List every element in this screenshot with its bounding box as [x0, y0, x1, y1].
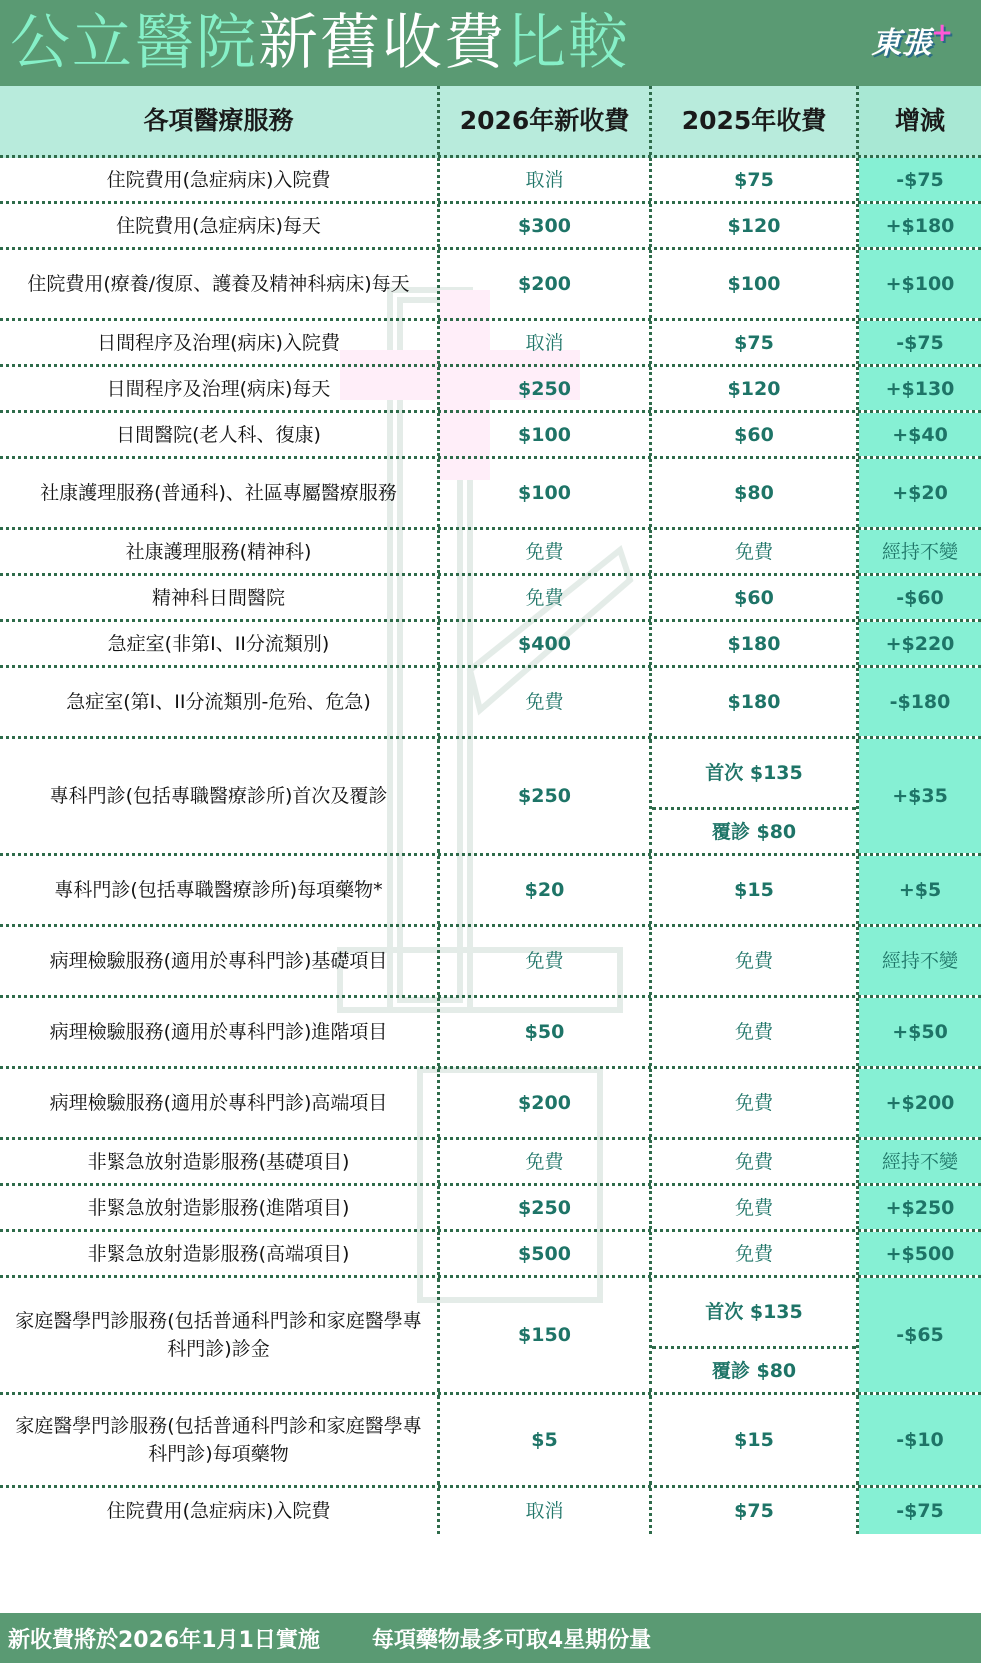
fee-change: -$10 [859, 1395, 981, 1485]
old-fee: $180 [652, 668, 859, 736]
service-name: 非緊急放射造影服務(基礎項目) [0, 1140, 440, 1183]
new-fee: $20 [440, 856, 652, 924]
new-fee: 取消 [440, 158, 652, 201]
fee-table [0, 86, 981, 1534]
new-fee: $200 [440, 250, 652, 318]
service-name: 非緊急放射造影服務(高端項目) [0, 1232, 440, 1275]
new-fee: $100 [440, 459, 652, 527]
column-header-change: 增減 [859, 86, 981, 155]
fee-change: +$500 [859, 1232, 981, 1275]
fee-change: +$20 [859, 459, 981, 527]
old-fee: $80 [652, 459, 859, 527]
service-name: 住院費用(急症病床)入院費 [0, 158, 440, 201]
old-fee: 免費 [652, 998, 859, 1066]
service-name: 家庭醫學門診服務(包括普通科門診和家庭醫學專科門診)每項藥物 [0, 1395, 440, 1485]
service-name: 精神科日間醫院 [0, 576, 440, 619]
logo-plus: + [931, 18, 953, 48]
title-banner [0, 0, 981, 86]
new-fee: 免費 [440, 927, 652, 995]
table-row [0, 459, 981, 530]
logo-text: 東張 [871, 26, 932, 61]
column-header-old-fee: 2025年收費 [652, 86, 859, 155]
table-row [0, 367, 981, 413]
table-row [0, 1232, 981, 1278]
fee-change: +$200 [859, 1069, 981, 1137]
old-fee-split [652, 1278, 859, 1392]
service-name: 急症室(第I、II分流類別-危殆、危急) [0, 668, 440, 736]
table-row [0, 998, 981, 1069]
table-row [0, 927, 981, 998]
fee-change: 經持不變 [859, 530, 981, 573]
old-fee: $15 [652, 1395, 859, 1485]
fee-change: -$60 [859, 576, 981, 619]
fee-change: -$75 [859, 321, 981, 364]
old-fee: $120 [652, 367, 859, 410]
fee-change: 經持不變 [859, 927, 981, 995]
fee-change: +$5 [859, 856, 981, 924]
table-row [0, 856, 981, 927]
fee-change: +$35 [859, 739, 981, 853]
old-fee: $15 [652, 856, 859, 924]
column-header-service: 各項醫療服務 [0, 86, 440, 155]
new-fee: $500 [440, 1232, 652, 1275]
service-name: 病理檢驗服務(適用於專科門診)進階項目 [0, 998, 440, 1066]
table-row [0, 739, 981, 856]
title-part-3: 比較 [506, 8, 630, 78]
service-name: 急症室(非第I、II分流類別) [0, 622, 440, 665]
service-name: 非緊急放射造影服務(進階項目) [0, 1186, 440, 1229]
fee-change: +$220 [859, 622, 981, 665]
new-fee: 免費 [440, 530, 652, 573]
new-fee: $250 [440, 1186, 652, 1229]
table-row [0, 1395, 981, 1488]
new-fee: 免費 [440, 1140, 652, 1183]
new-fee: $400 [440, 622, 652, 665]
brand-logo [871, 18, 953, 62]
old-fee-first-visit: 首次 $135 [652, 739, 856, 810]
table-row [0, 1278, 981, 1395]
service-name: 日間程序及治理(病床)每天 [0, 367, 440, 410]
table-row [0, 321, 981, 367]
table-row [0, 413, 981, 459]
service-name: 日間程序及治理(病床)入院費 [0, 321, 440, 364]
service-name: 住院費用(急症病床)每天 [0, 204, 440, 247]
old-fee: 免費 [652, 1232, 859, 1275]
table-row [0, 576, 981, 622]
old-fee: $180 [652, 622, 859, 665]
new-fee: $300 [440, 204, 652, 247]
old-fee: 免費 [652, 1186, 859, 1229]
new-fee: $250 [440, 739, 652, 853]
new-fee: 免費 [440, 576, 652, 619]
service-name: 家庭醫學門診服務(包括普通科門診和家庭醫學專科門診)診金 [0, 1278, 440, 1392]
table-row [0, 1186, 981, 1232]
service-name: 病理檢驗服務(適用於專科門診)高端項目 [0, 1069, 440, 1137]
drug-quantity-note: 每項藥物最多可取4星期份量 [371, 1627, 652, 1653]
old-fee: $60 [652, 576, 859, 619]
service-name: 住院費用(療養/復原、護養及精神科病床)每天 [0, 250, 440, 318]
old-fee: 免費 [652, 927, 859, 995]
fee-change: +$50 [859, 998, 981, 1066]
fee-change: -$75 [859, 1488, 981, 1534]
old-fee: $75 [652, 158, 859, 201]
old-fee-follow-up: 覆診 $80 [711, 820, 797, 843]
old-fee-follow-up: 覆診 $80 [711, 1359, 797, 1382]
old-fee: 免費 [652, 1140, 859, 1183]
new-fee: $250 [440, 367, 652, 410]
fee-change: +$100 [859, 250, 981, 318]
new-fee: $5 [440, 1395, 652, 1485]
old-fee: $120 [652, 204, 859, 247]
table-header-row [0, 86, 981, 158]
fee-change: +$180 [859, 204, 981, 247]
table-row [0, 622, 981, 668]
new-fee: 取消 [440, 1488, 652, 1534]
table-row [0, 250, 981, 321]
service-name: 病理檢驗服務(適用於專科門診)基礎項目 [0, 927, 440, 995]
new-fee: 取消 [440, 321, 652, 364]
table-row [0, 668, 981, 739]
fee-change: +$130 [859, 367, 981, 410]
fee-change: -$180 [859, 668, 981, 736]
table-row [0, 530, 981, 576]
effective-date-note: 新收費將於2026年1月1日實施 [8, 1627, 320, 1653]
fee-change: +$250 [859, 1186, 981, 1229]
fee-change: +$40 [859, 413, 981, 456]
old-fee: $60 [652, 413, 859, 456]
new-fee: $100 [440, 413, 652, 456]
old-fee-first-visit: 首次 $135 [652, 1278, 856, 1349]
title-part-2: 新舊收費 [258, 8, 506, 78]
table-row [0, 204, 981, 250]
new-fee: $150 [440, 1278, 652, 1392]
table-row [0, 1140, 981, 1186]
service-name: 專科門診(包括專職醫療診所)每項藥物* [0, 856, 440, 924]
table-row [0, 158, 981, 204]
new-fee: $50 [440, 998, 652, 1066]
service-name: 專科門診(包括專職醫療診所)首次及覆診 [0, 739, 440, 853]
fee-change: 經持不變 [859, 1140, 981, 1183]
fee-change: -$65 [859, 1278, 981, 1392]
service-name: 日間醫院(老人科、復康) [0, 413, 440, 456]
fee-change: -$75 [859, 158, 981, 201]
table-row [0, 1488, 981, 1534]
title-part-1: 公立醫院 [10, 8, 258, 78]
old-fee: 免費 [652, 530, 859, 573]
page-title [10, 0, 630, 86]
old-fee: $75 [652, 1488, 859, 1534]
old-fee: $100 [652, 250, 859, 318]
old-fee: 免費 [652, 1069, 859, 1137]
service-name: 住院費用(急症病床)入院費 [0, 1488, 440, 1534]
service-name: 社康護理服務(精神科) [0, 530, 440, 573]
new-fee: $200 [440, 1069, 652, 1137]
old-fee-split [652, 739, 859, 853]
footer-bar [0, 1613, 981, 1663]
old-fee: $75 [652, 321, 859, 364]
table-row [0, 1069, 981, 1140]
new-fee: 免費 [440, 668, 652, 736]
service-name: 社康護理服務(普通科)、社區專屬醫療服務 [0, 459, 440, 527]
column-header-new-fee: 2026年新收費 [440, 86, 652, 155]
